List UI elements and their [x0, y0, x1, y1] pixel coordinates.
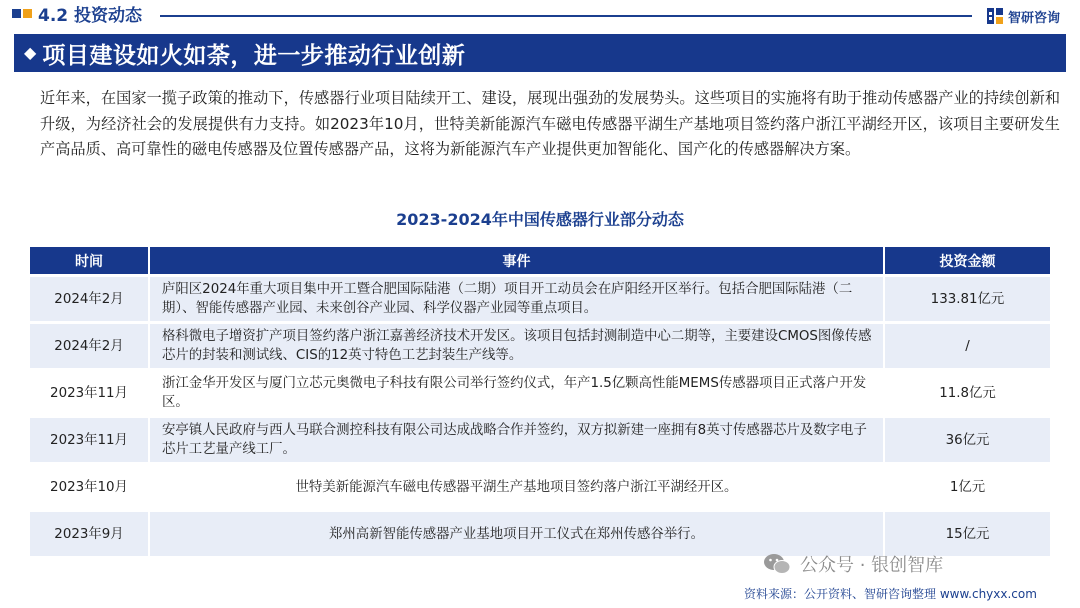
cell-amount: 133.81亿元 — [883, 277, 1050, 321]
table-row — [30, 418, 1050, 462]
header-square-blue — [12, 9, 21, 18]
cell-amount: 11.8亿元 — [883, 371, 1050, 415]
section-title: 4.2 投资动态 — [38, 6, 143, 26]
column-header-time: 时间 — [30, 247, 148, 274]
header-divider — [160, 15, 972, 17]
cell-date: 2023年11月 — [30, 371, 148, 415]
header-square-orange — [23, 9, 32, 18]
logo-text: 智研咨询 — [1008, 10, 1061, 26]
cell-event: 安亭镇人民政府与西人马联合测控科技有限公司达成战略合作并签约，双方拟新建一座拥有8英寸传感器芯片及数字电子芯片工艺量产线工厂。 — [148, 418, 883, 462]
cell-amount: / — [883, 324, 1050, 368]
wechat-icon — [762, 552, 792, 576]
table-row — [30, 465, 1050, 509]
logo-icon — [986, 7, 1004, 25]
diamond-icon: ◆ — [24, 43, 37, 62]
cell-event: 浙江金华开发区与厦门立芯元奥微电子科技有限公司举行签约仪式，年产1.5亿颗高性能MEMS传感器项目正式落户开发区。 — [148, 371, 883, 415]
cell-amount: 15亿元 — [883, 512, 1050, 556]
cell-amount: 1亿元 — [883, 465, 1050, 509]
events-table — [30, 244, 1050, 559]
cell-event: 世特美新能源汽车磁电传感器平湖生产基地项目签约落户浙江平湖经开区。 — [148, 465, 883, 509]
cell-amount: 36亿元 — [883, 418, 1050, 462]
table-row — [30, 277, 1050, 321]
cell-date: 2024年2月 — [30, 277, 148, 321]
cell-date: 2023年11月 — [30, 418, 148, 462]
wechat-label: 公众号 · 银创智库 — [800, 555, 944, 576]
banner-title: 项目建设如火如荼，进一步推动行业创新 — [42, 42, 466, 69]
wechat-watermark — [762, 551, 943, 577]
cell-event: 郑州高新智能传感器产业基地项目开工仪式在郑州传感谷举行。 — [148, 512, 883, 556]
source-note: 资料来源：公开资料、智研咨询整理 www.chyxx.com — [744, 587, 1037, 601]
top-header — [0, 0, 1080, 32]
table-row — [30, 371, 1050, 415]
column-header-event: 事件 — [148, 247, 883, 274]
banner — [14, 34, 1066, 72]
brand-logo — [986, 5, 1060, 27]
table-title: 2023-2024年中国传感器行业部分动态 — [396, 210, 684, 229]
table-row — [30, 512, 1050, 556]
cell-event: 格科微电子增资扩产项目签约落户浙江嘉善经济技术开发区。该项目包括封测制造中心二期等，主要建设CMOS图像传感芯片的封装和测试线、CIS的12英寸特色工艺封装生产线等。 — [148, 324, 883, 368]
table-header-row — [30, 247, 1050, 274]
cell-date: 2023年9月 — [30, 512, 148, 556]
column-header-amount: 投资金额 — [883, 247, 1050, 274]
cell-date: 2024年2月 — [30, 324, 148, 368]
cell-event: 庐阳区2024年重大项目集中开工暨合肥国际陆港（二期）项目开工动员会在庐阳经开区举行。包括合肥国际陆港（二期）、智能传感器产业园、未来创谷产业园、科学仪器产业园等重点项目。 — [148, 277, 883, 321]
intro-paragraph: 近年来，在国家一揽子政策的推动下，传感器行业项目陆续开工、建设，展现出强劲的发展势头。这些项目的实施将有助于推动传感器产业的持续创新和升级，为经济社会的发展提供有力支持。如2023年10月，世特美新能源汽车磁电传感器平湖生产基地项目签约落户浙江平湖经开区，该项目主要研发生产高品质、高可靠性的磁电传感器及位置传感器产品，这将为新能源汽车产业提供更加智能化、国产化的传感器解决方案。 — [40, 89, 1060, 158]
table-row — [30, 324, 1050, 368]
cell-date: 2023年10月 — [30, 465, 148, 509]
